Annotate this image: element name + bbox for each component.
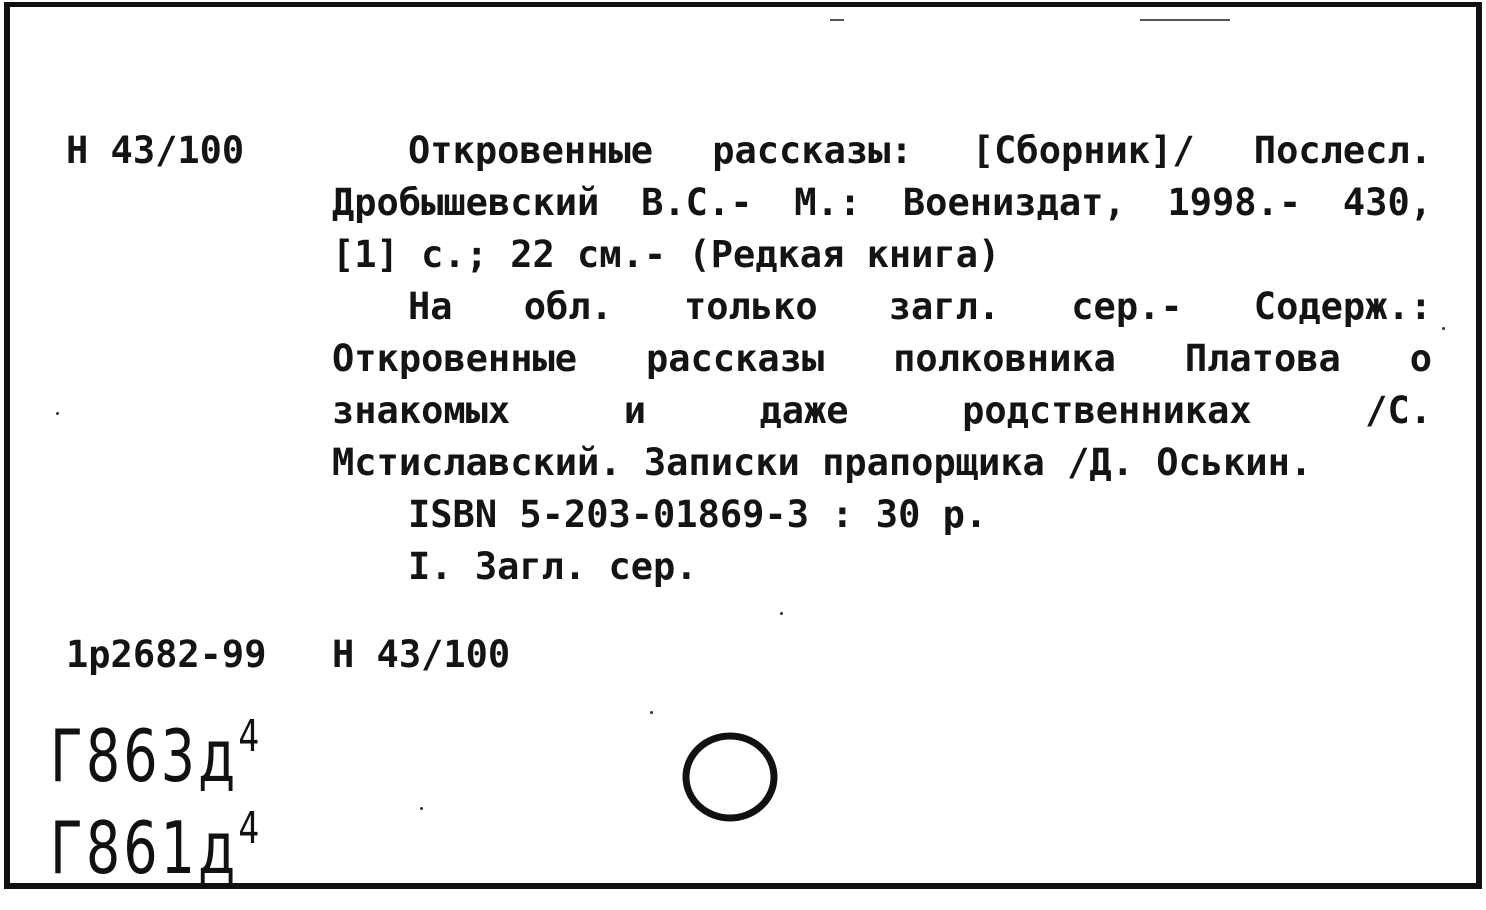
accession-number: 1p2682-99 <box>66 633 267 676</box>
title-line-1: Откровенные рассказы: [Сборник]/ Послесл. <box>408 129 1432 172</box>
scan-mark <box>830 19 844 21</box>
scan-speck <box>780 612 783 615</box>
note-line-2: Откровенные рассказы полковника Платова о <box>332 337 1432 380</box>
call-number-bottom: Н 43/100 <box>332 633 511 676</box>
catalog-card <box>4 2 1482 889</box>
punch-hole-icon <box>680 727 780 827</box>
isbn-line: ISBN 5-203-01869-3 : 30 р. <box>408 493 988 536</box>
scan-speck <box>650 711 653 714</box>
note-line-1: На обл. только загл. сер.- Содерж.: <box>408 285 1432 328</box>
handwritten-note-1-sup: 4 <box>238 711 263 762</box>
handwritten-note-2-main: Г861д <box>50 806 239 890</box>
call-number-top: Н 43/100 <box>66 129 245 172</box>
note-line-3: знакомых и даже родственниках /С. <box>332 389 1432 432</box>
scan-mark <box>1140 19 1230 21</box>
scan-speck <box>56 412 59 415</box>
handwritten-note-1-main: Г863д <box>50 714 239 798</box>
scan-speck <box>420 807 423 810</box>
scan-speck <box>1442 327 1445 330</box>
series-line: I. Загл. сер. <box>408 545 698 588</box>
handwritten-note-2 <box>50 803 263 890</box>
note-line-4: Мстиславский. Записки прапорщика /Д. Оськин. <box>332 441 1313 484</box>
title-line-2: Дробышевский В.С.- М.: Воениздат, 1998.- 430, <box>332 181 1432 224</box>
handwritten-note-1 <box>50 711 263 798</box>
handwritten-note-2-sup: 4 <box>238 803 263 854</box>
title-line-3: [1] с.; 22 см.- (Редкая книга) <box>332 233 1001 276</box>
